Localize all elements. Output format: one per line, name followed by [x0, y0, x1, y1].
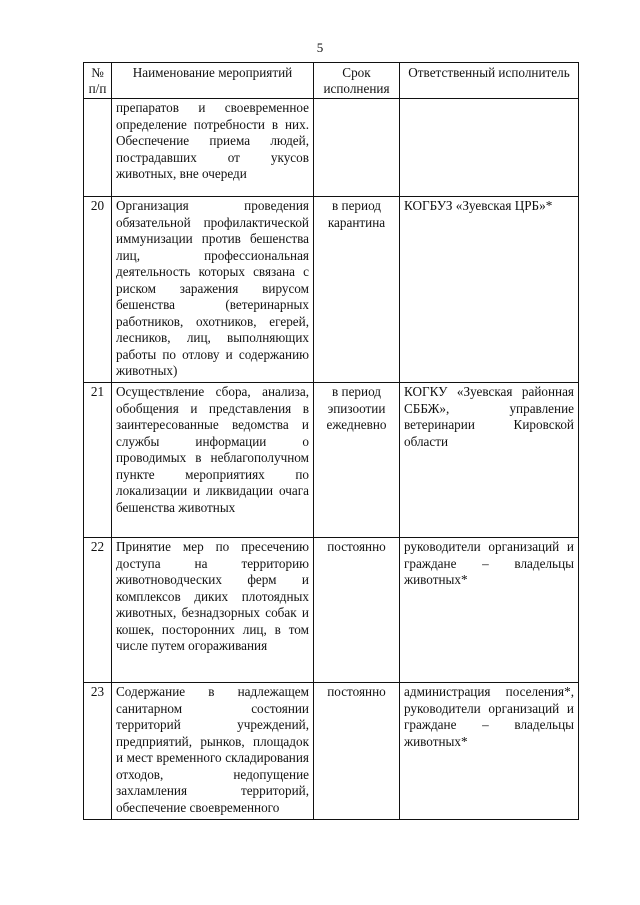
header-term: Срок исполнения: [314, 63, 400, 99]
row-number: 20: [84, 197, 112, 383]
row-responsible: администрация поселения*, руководители организаций и граждане – владельцы животных*: [400, 683, 579, 820]
row-number: 22: [84, 538, 112, 683]
header-responsible: Ответственный исполнитель: [400, 63, 579, 99]
header-num: № п/п: [84, 63, 112, 99]
table-row: [84, 683, 579, 820]
row-term: постоянно: [314, 683, 400, 820]
row-number: 23: [84, 683, 112, 820]
page-number: 5: [316, 40, 324, 55]
row-term: постоянно: [314, 538, 400, 683]
table-row: [84, 197, 579, 383]
row-measure: Содержание в надлежащем санитарном состоянии территорий учреждений, предприятий, рынков, площадок и мест временного складирования отходов, недопущение захламления территорий, обеспечение своевременного: [112, 683, 314, 820]
row-responsible: [400, 99, 579, 197]
row-measure: Организация проведения обязательной профилактической иммунизации против бешенства лиц, профессиональная деятельность которых связана с риском заражения вирусом бешенства (ветеринарных работников, охотников, егерей, лесников, лиц, выполняющих работы по отлову и содержанию животных): [112, 197, 314, 383]
row-responsible: КОГБУЗ «Зуевская ЦРБ»*: [400, 197, 579, 383]
row-number: 21: [84, 383, 112, 538]
row-responsible: КОГКУ «Зуевская районная СББЖ», управление ветеринарии Кировской области: [400, 383, 579, 538]
row-number: [84, 99, 112, 197]
row-term: [314, 99, 400, 197]
table-header-row: [84, 63, 579, 99]
row-term: в период карантина: [314, 197, 400, 383]
row-measure: Принятие мер по пресечению доступа на территорию животноводческих ферм и комплексов диких плотоядных животных, безнадзорных собак и кошек, посторонних лиц, в том числе путем огораживания: [112, 538, 314, 683]
table-row: [84, 383, 579, 538]
header-name: Наименование мероприятий: [112, 63, 314, 99]
table-row: [84, 538, 579, 683]
measures-table: [83, 62, 579, 820]
row-term: в период эпизоотии ежедневно: [314, 383, 400, 538]
row-measure: Осуществление сбора, анализа, обобщения и представления в заинтересованные ведомства и службы информации о проводимых в неблагополучном пункте мероприятиях по локализации и ликвидации очага бешенства животных: [112, 383, 314, 538]
row-responsible: руководители организаций и граждане – владельцы животных*: [400, 538, 579, 683]
row-measure: препаратов и своевременное определение потребности в них. Обеспечение приема людей, пострадавших от укусов животных, вне очереди: [112, 99, 314, 197]
table-row: [84, 99, 579, 197]
